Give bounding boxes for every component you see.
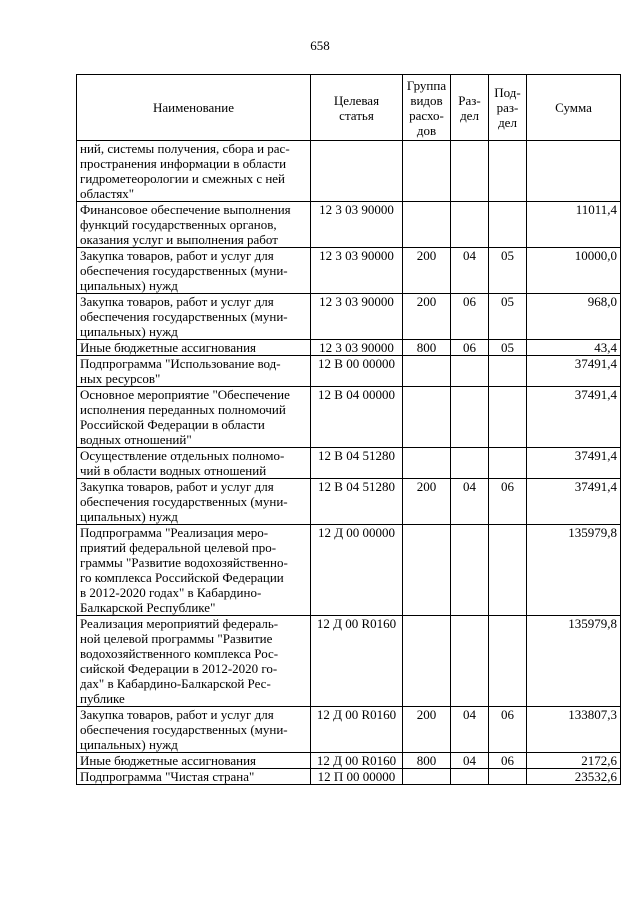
cell-subsection: 06 bbox=[489, 753, 527, 769]
cell-name-line: Российской Федерации в области bbox=[80, 417, 265, 432]
header-name: Наименование bbox=[77, 75, 311, 141]
cell-section: 06 bbox=[451, 340, 489, 356]
cell-sum bbox=[527, 141, 621, 202]
cell-name-line: функций государственных органов, bbox=[80, 217, 277, 232]
cell-section: 04 bbox=[451, 248, 489, 294]
cell-section bbox=[451, 356, 489, 387]
cell-name-line: оказания услуг и выполнения работ bbox=[80, 232, 278, 247]
table-row bbox=[77, 141, 621, 202]
cell-expense-group bbox=[403, 202, 451, 248]
cell-subsection bbox=[489, 769, 527, 785]
cell-target-article: 12 В 00 00000 bbox=[311, 356, 403, 387]
cell-name-line: Закупка товаров, работ и услуг для bbox=[80, 479, 274, 494]
cell-name-line: ципальных) нужд bbox=[80, 324, 178, 339]
cell-expense-group: 800 bbox=[403, 340, 451, 356]
cell-target-article: 12 Д 00 R0160 bbox=[311, 707, 403, 753]
cell-section: 04 bbox=[451, 479, 489, 525]
cell-name-line: Закупка товаров, работ и услуг для bbox=[80, 248, 274, 263]
cell-section bbox=[451, 141, 489, 202]
table-row bbox=[77, 294, 621, 340]
cell-name-line: Закупка товаров, работ и услуг для bbox=[80, 294, 274, 309]
cell-section bbox=[451, 202, 489, 248]
cell-sum: 43,4 bbox=[527, 340, 621, 356]
cell-name-line: Реализация мероприятий федераль- bbox=[80, 616, 279, 631]
cell-subsection: 06 bbox=[489, 707, 527, 753]
cell-name bbox=[77, 340, 311, 356]
cell-name-line: го комплекса Российской Федерации bbox=[80, 570, 284, 585]
cell-name-line: пространения информации в области bbox=[80, 156, 287, 171]
cell-subsection bbox=[489, 387, 527, 448]
cell-target-article: 12 Д 00 R0160 bbox=[311, 753, 403, 769]
cell-subsection bbox=[489, 356, 527, 387]
table-row bbox=[77, 707, 621, 753]
cell-subsection: 05 bbox=[489, 248, 527, 294]
cell-name-line: гидрометеорологии и смежных с ней bbox=[80, 171, 286, 186]
table-row bbox=[77, 769, 621, 785]
cell-name-line: приятий федеральной целевой про- bbox=[80, 540, 277, 555]
cell-name-line: обеспечения государственных (муни- bbox=[80, 722, 288, 737]
cell-name-line: публике bbox=[80, 691, 125, 706]
header-target-article: Целевая статья bbox=[311, 75, 403, 141]
table-row bbox=[77, 448, 621, 479]
cell-name-line: Балкарской Республике" bbox=[80, 600, 216, 615]
cell-sum: 37491,4 bbox=[527, 387, 621, 448]
table-row bbox=[77, 356, 621, 387]
cell-expense-group bbox=[403, 356, 451, 387]
cell-expense-group: 200 bbox=[403, 707, 451, 753]
cell-sum: 37491,4 bbox=[527, 448, 621, 479]
cell-target-article: 12 В 04 51280 bbox=[311, 479, 403, 525]
cell-expense-group: 800 bbox=[403, 753, 451, 769]
cell-target-article: 12 Д 00 R0160 bbox=[311, 616, 403, 707]
cell-section bbox=[451, 525, 489, 616]
cell-name-line: Основное мероприятие "Обеспечение bbox=[80, 387, 290, 402]
cell-subsection bbox=[489, 525, 527, 616]
cell-target-article: 12 П 00 00000 bbox=[311, 769, 403, 785]
cell-name bbox=[77, 616, 311, 707]
table-row bbox=[77, 616, 621, 707]
cell-section: 04 bbox=[451, 753, 489, 769]
cell-name bbox=[77, 448, 311, 479]
cell-name-line: Осуществление отдельных полномо- bbox=[80, 448, 285, 463]
cell-expense-group bbox=[403, 616, 451, 707]
cell-expense-group: 200 bbox=[403, 479, 451, 525]
cell-name-line: ний, системы получения, сбора и рас- bbox=[80, 141, 290, 156]
table-header-row bbox=[77, 75, 621, 141]
cell-name bbox=[77, 202, 311, 248]
budget-table bbox=[76, 74, 621, 785]
cell-section bbox=[451, 448, 489, 479]
cell-sum: 2172,6 bbox=[527, 753, 621, 769]
cell-name-line: в 2012-2020 годах" в Кабардино- bbox=[80, 585, 262, 600]
cell-sum: 37491,4 bbox=[527, 356, 621, 387]
cell-expense-group bbox=[403, 448, 451, 479]
cell-name bbox=[77, 769, 311, 785]
cell-name bbox=[77, 753, 311, 769]
cell-name-line: Иные бюджетные ассигнования bbox=[80, 340, 257, 355]
cell-sum: 10000,0 bbox=[527, 248, 621, 294]
cell-sum: 37491,4 bbox=[527, 479, 621, 525]
table-row bbox=[77, 387, 621, 448]
header-expense-group: Группа видов расхо- дов bbox=[403, 75, 451, 141]
cell-sum: 135979,8 bbox=[527, 616, 621, 707]
cell-name-line: Иные бюджетные ассигнования bbox=[80, 753, 257, 768]
table-row bbox=[77, 753, 621, 769]
cell-target-article: 12 В 04 00000 bbox=[311, 387, 403, 448]
cell-name bbox=[77, 479, 311, 525]
cell-name-line: ных ресурсов" bbox=[80, 371, 161, 386]
page-number: 658 bbox=[310, 38, 330, 53]
cell-name bbox=[77, 387, 311, 448]
table-body bbox=[77, 141, 621, 785]
cell-subsection: 05 bbox=[489, 294, 527, 340]
cell-name-line: чий в области водных отношений bbox=[80, 463, 267, 478]
cell-name-line: водных отношений" bbox=[80, 432, 192, 447]
cell-section bbox=[451, 387, 489, 448]
cell-target-article: 12 В 04 51280 bbox=[311, 448, 403, 479]
cell-name-line: ной целевой программы "Развитие bbox=[80, 631, 273, 646]
cell-subsection bbox=[489, 616, 527, 707]
cell-name-line: Закупка товаров, работ и услуг для bbox=[80, 707, 274, 722]
cell-expense-group: 200 bbox=[403, 248, 451, 294]
cell-name bbox=[77, 707, 311, 753]
cell-section bbox=[451, 769, 489, 785]
cell-name-line: сийской Федерации в 2012-2020 го- bbox=[80, 661, 278, 676]
table-row bbox=[77, 202, 621, 248]
cell-name-line: ципальных) нужд bbox=[80, 509, 178, 524]
cell-sum: 968,0 bbox=[527, 294, 621, 340]
cell-name-line: Подпрограмма "Реализация меро- bbox=[80, 525, 269, 540]
cell-sum: 135979,8 bbox=[527, 525, 621, 616]
cell-sum: 133807,3 bbox=[527, 707, 621, 753]
table-row bbox=[77, 248, 621, 294]
cell-sum: 23532,6 bbox=[527, 769, 621, 785]
cell-name-line: граммы "Развитие водохозяйственно- bbox=[80, 555, 288, 570]
cell-name-line: областях" bbox=[80, 186, 135, 201]
cell-target-article bbox=[311, 141, 403, 202]
table-row bbox=[77, 340, 621, 356]
cell-name-line: водохозяйственного комплекса Рос- bbox=[80, 646, 279, 661]
cell-name bbox=[77, 248, 311, 294]
cell-expense-group bbox=[403, 769, 451, 785]
header-section: Раз- дел bbox=[451, 75, 489, 141]
cell-name bbox=[77, 294, 311, 340]
cell-name-line: исполнения переданных полномочий bbox=[80, 402, 286, 417]
cell-section: 06 bbox=[451, 294, 489, 340]
cell-name-line: обеспечения государственных (муни- bbox=[80, 309, 288, 324]
cell-subsection bbox=[489, 141, 527, 202]
cell-expense-group bbox=[403, 141, 451, 202]
cell-name bbox=[77, 356, 311, 387]
table-row bbox=[77, 479, 621, 525]
cell-name-line: Подпрограмма "Чистая страна" bbox=[80, 769, 255, 784]
cell-expense-group: 200 bbox=[403, 294, 451, 340]
cell-name bbox=[77, 525, 311, 616]
cell-target-article: 12 3 03 90000 bbox=[311, 202, 403, 248]
cell-name-line: ципальных) нужд bbox=[80, 278, 178, 293]
cell-name-line: ципальных) нужд bbox=[80, 737, 178, 752]
header-sum: Сумма bbox=[527, 75, 621, 141]
cell-name-line: обеспечения государственных (муни- bbox=[80, 263, 288, 278]
cell-section bbox=[451, 616, 489, 707]
table-row bbox=[77, 525, 621, 616]
cell-target-article: 12 3 03 90000 bbox=[311, 340, 403, 356]
cell-expense-group bbox=[403, 387, 451, 448]
cell-subsection: 06 bbox=[489, 479, 527, 525]
cell-name-line: обеспечения государственных (муни- bbox=[80, 494, 288, 509]
cell-subsection bbox=[489, 202, 527, 248]
cell-subsection bbox=[489, 448, 527, 479]
cell-target-article: 12 3 03 90000 bbox=[311, 248, 403, 294]
cell-subsection: 05 bbox=[489, 340, 527, 356]
cell-section: 04 bbox=[451, 707, 489, 753]
cell-name-line: дах" в Кабардино-Балкарской Рес- bbox=[80, 676, 271, 691]
cell-expense-group bbox=[403, 525, 451, 616]
cell-target-article: 12 Д 00 00000 bbox=[311, 525, 403, 616]
header-subsection: Под- раз- дел bbox=[489, 75, 527, 141]
cell-sum: 11011,4 bbox=[527, 202, 621, 248]
cell-name-line: Финансовое обеспечение выполнения bbox=[80, 202, 291, 217]
cell-name-line: Подпрограмма "Использование вод- bbox=[80, 356, 281, 371]
cell-target-article: 12 3 03 90000 bbox=[311, 294, 403, 340]
cell-name bbox=[77, 141, 311, 202]
